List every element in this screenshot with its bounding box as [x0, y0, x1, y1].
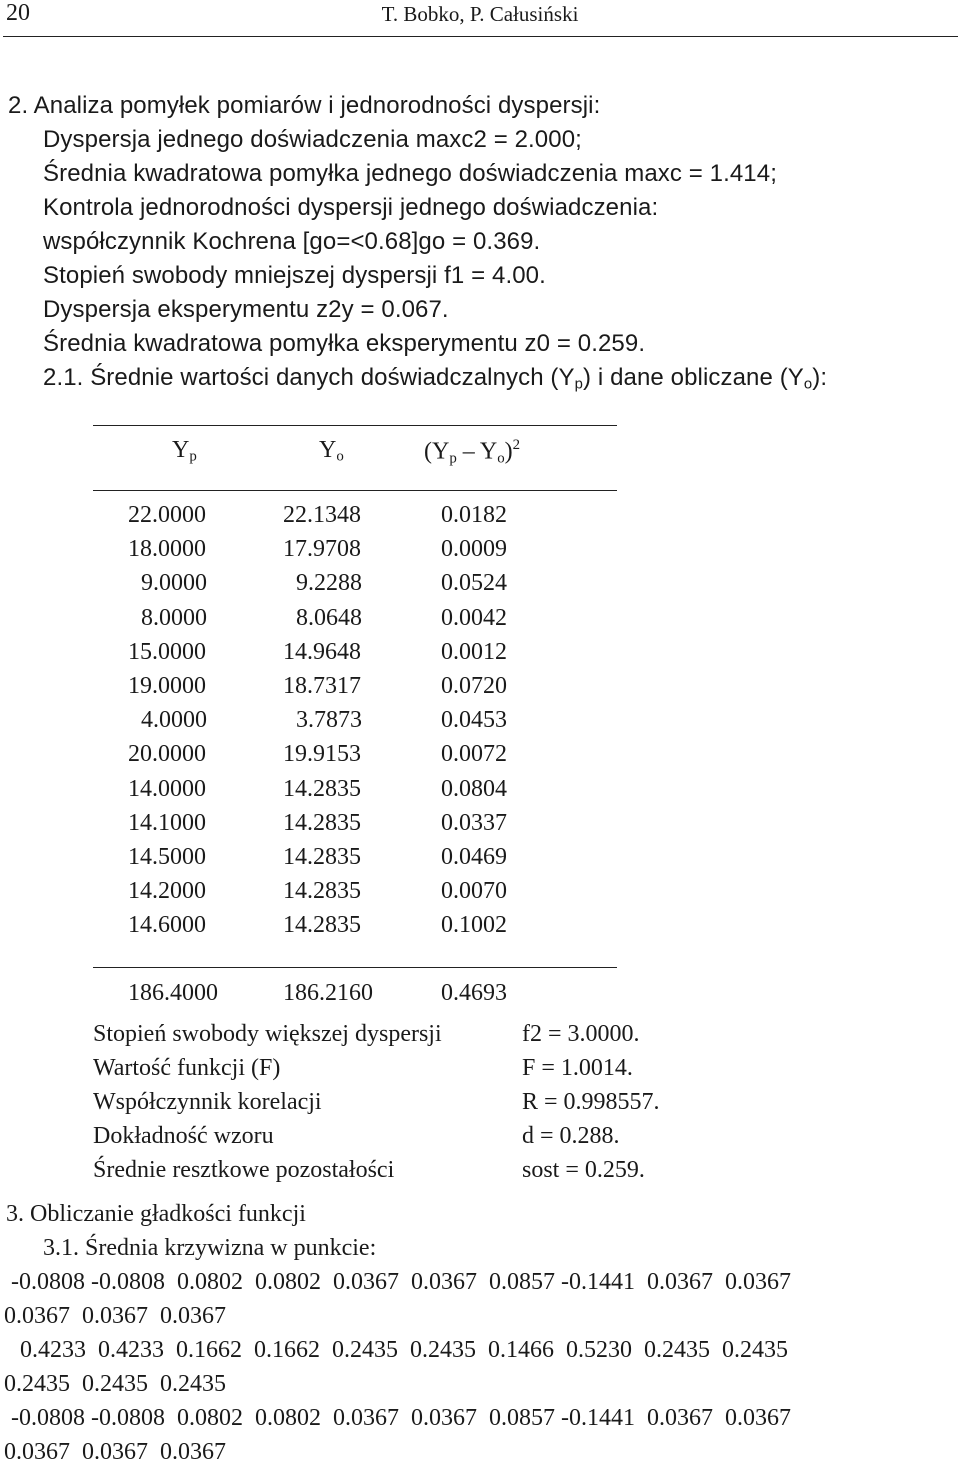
cell-diff-squared: 0.0524: [441, 570, 507, 597]
cell-diff-squared: 0.0042: [441, 604, 507, 631]
stat-label: Wartość funkcji (F): [93, 1055, 281, 1081]
cell-yo: 3.7873: [296, 707, 362, 734]
curvature-line: -0.0808 -0.0808 0.0802 0.0802 0.0367 0.0367 0.0857 -0.1441 0.0367 0.0367: [11, 1269, 791, 1295]
subsection-suffix: ):: [812, 364, 828, 391]
cell-yo: 22.1348: [283, 502, 361, 528]
header-open: (Y: [424, 438, 450, 465]
cell-diff-squared: 0.1002: [441, 912, 507, 939]
cell-yp: 15.0000: [128, 638, 206, 665]
cell-yp: 14.2000: [128, 878, 206, 905]
cell-yp: 8.0000: [141, 604, 207, 631]
cell-yp: 18.0000: [128, 536, 206, 563]
section2-line: współczynnik Kochrena [go=<0.68]go = 0.369.: [43, 228, 541, 255]
cell-yo: 14.9648: [283, 638, 361, 665]
cell-yp: 14.5000: [128, 844, 206, 870]
stat-value: sost = 0.259.: [522, 1157, 645, 1183]
cell-yo: 18.7317: [283, 673, 361, 699]
curvature-line-continued: 0.2435 0.2435 0.2435: [4, 1371, 226, 1397]
cell-yp: 20.0000: [128, 741, 206, 768]
section2-line: Kontrola jednorodności dyspersji jednego doświadczenia:: [43, 194, 659, 221]
section2-line: Dyspersja eksperymentu z2y = 0.067.: [43, 296, 449, 323]
stat-label: Stopień swobody większej dyspersji: [93, 1021, 442, 1047]
stat-value: f2 = 3.0000.: [522, 1021, 640, 1047]
cell-yp: 9.0000: [141, 570, 207, 597]
cell-yo: 19.9153: [283, 741, 361, 768]
running-header: [0, 0, 960, 36]
subsection-prefix: 2.1. Średnie wartości danych doświadczalnych (Y: [43, 364, 575, 391]
header-subscript: o: [497, 450, 505, 467]
section2-line: Średnia kwadratowa pomyłka jednego doświadczenia maxc = 1.414;: [43, 160, 777, 187]
cell-diff-squared: 0.0009: [441, 536, 507, 563]
stat-label: Średnie resztkowe pozostałości: [93, 1157, 395, 1183]
cell-yp: 14.0000: [128, 775, 206, 802]
cell-yo: 9.2288: [296, 570, 362, 597]
section2-line: Stopień swobody mniejszej dyspersji f1 = 4.00.: [43, 262, 546, 289]
table-total-diff: 0.4693: [441, 980, 507, 1006]
header-close: ): [504, 438, 513, 465]
header-base: Y: [172, 437, 190, 463]
cell-yo: 8.0648: [296, 604, 362, 631]
section3-title: 3. Obliczanie gładkości funkcji: [6, 1201, 306, 1227]
header-subscript: o: [336, 448, 344, 465]
table-bottom-rule: [93, 967, 617, 968]
cell-yp: 4.0000: [141, 707, 207, 734]
page-number: 20: [6, 0, 30, 26]
cell-diff-squared: 0.0469: [441, 844, 507, 870]
stat-label: Dokładność wzoru: [93, 1123, 274, 1149]
table-header-yo: [319, 437, 344, 466]
section2-title: 2. Analiza pomyłek pomiarów i jednorodności dyspersji:: [8, 92, 601, 119]
cell-yo: 14.2835: [283, 809, 361, 836]
curvature-line: 0.4233 0.4233 0.1662 0.1662 0.2435 0.2435 0.1466 0.5230 0.2435 0.2435: [20, 1337, 788, 1363]
cell-yo: 14.2835: [283, 878, 361, 905]
stat-value: d = 0.288.: [522, 1123, 620, 1149]
cell-diff-squared: 0.0072: [441, 741, 507, 768]
subsection-middle: ) i dane obliczane (Y: [583, 364, 804, 391]
cell-yo: 14.2835: [283, 775, 361, 802]
cell-diff-squared: 0.0070: [441, 878, 507, 905]
table-total-yp: 186.4000: [128, 980, 218, 1006]
section2-line: Średnia kwadratowa pomyłka eksperymentu z0 = 0.259.: [43, 330, 646, 357]
table-header-yp: [172, 437, 197, 466]
stat-value: F = 1.0014.: [522, 1055, 633, 1081]
header-subscript: p: [189, 448, 197, 465]
cell-yp: 22.0000: [128, 502, 206, 528]
curvature-line-continued: 0.0367 0.0367 0.0367: [4, 1303, 226, 1329]
cell-diff-squared: 0.0453: [441, 707, 507, 734]
cell-yp: 14.6000: [128, 912, 206, 939]
table-header-rule: [93, 490, 617, 491]
subscript-o: o: [803, 376, 813, 393]
cell-yo: 17.9708: [283, 536, 361, 563]
subscript-p: p: [574, 376, 584, 393]
curvature-line-continued: 0.0367 0.0367 0.0367: [4, 1439, 226, 1465]
header-superscript: 2: [512, 437, 521, 453]
cell-diff-squared: 0.0012: [441, 638, 507, 665]
header-base: Y: [319, 437, 337, 463]
cell-yp: 14.1000: [128, 809, 206, 836]
header-subscript: p: [449, 450, 457, 467]
cell-diff-squared: 0.0720: [441, 673, 507, 699]
cell-yo: 14.2835: [283, 844, 361, 870]
subsection-2-1-heading: [43, 364, 827, 393]
cell-yp: 19.0000: [128, 673, 206, 699]
section2-line: Dyspersja jednego doświadczenia maxc2 = 2.000;: [43, 126, 582, 153]
header-authors: T. Bobko, P. Całusiński: [381, 2, 579, 26]
header-rule: [3, 36, 958, 37]
stat-label: Współczynnik korelacji: [93, 1089, 322, 1115]
curvature-line: -0.0808 -0.0808 0.0802 0.0802 0.0367 0.0367 0.0857 -0.1441 0.0367 0.0367: [11, 1405, 791, 1431]
header-mid: Y: [479, 438, 498, 465]
cell-diff-squared: 0.0804: [441, 775, 507, 802]
stat-value: R = 0.998557.: [522, 1089, 660, 1115]
cell-yo: 14.2835: [283, 912, 361, 939]
cell-diff-squared: 0.0337: [441, 809, 507, 836]
table-header-diff-squared: [424, 437, 520, 467]
table-total-yo: 186.2160: [283, 980, 373, 1006]
table-top-rule: [93, 425, 617, 426]
cell-diff-squared: 0.0182: [441, 502, 507, 528]
section3-subtitle: 3.1. Średnia krzywizna w punkcie:: [43, 1235, 377, 1261]
header-dash: –: [462, 438, 475, 465]
